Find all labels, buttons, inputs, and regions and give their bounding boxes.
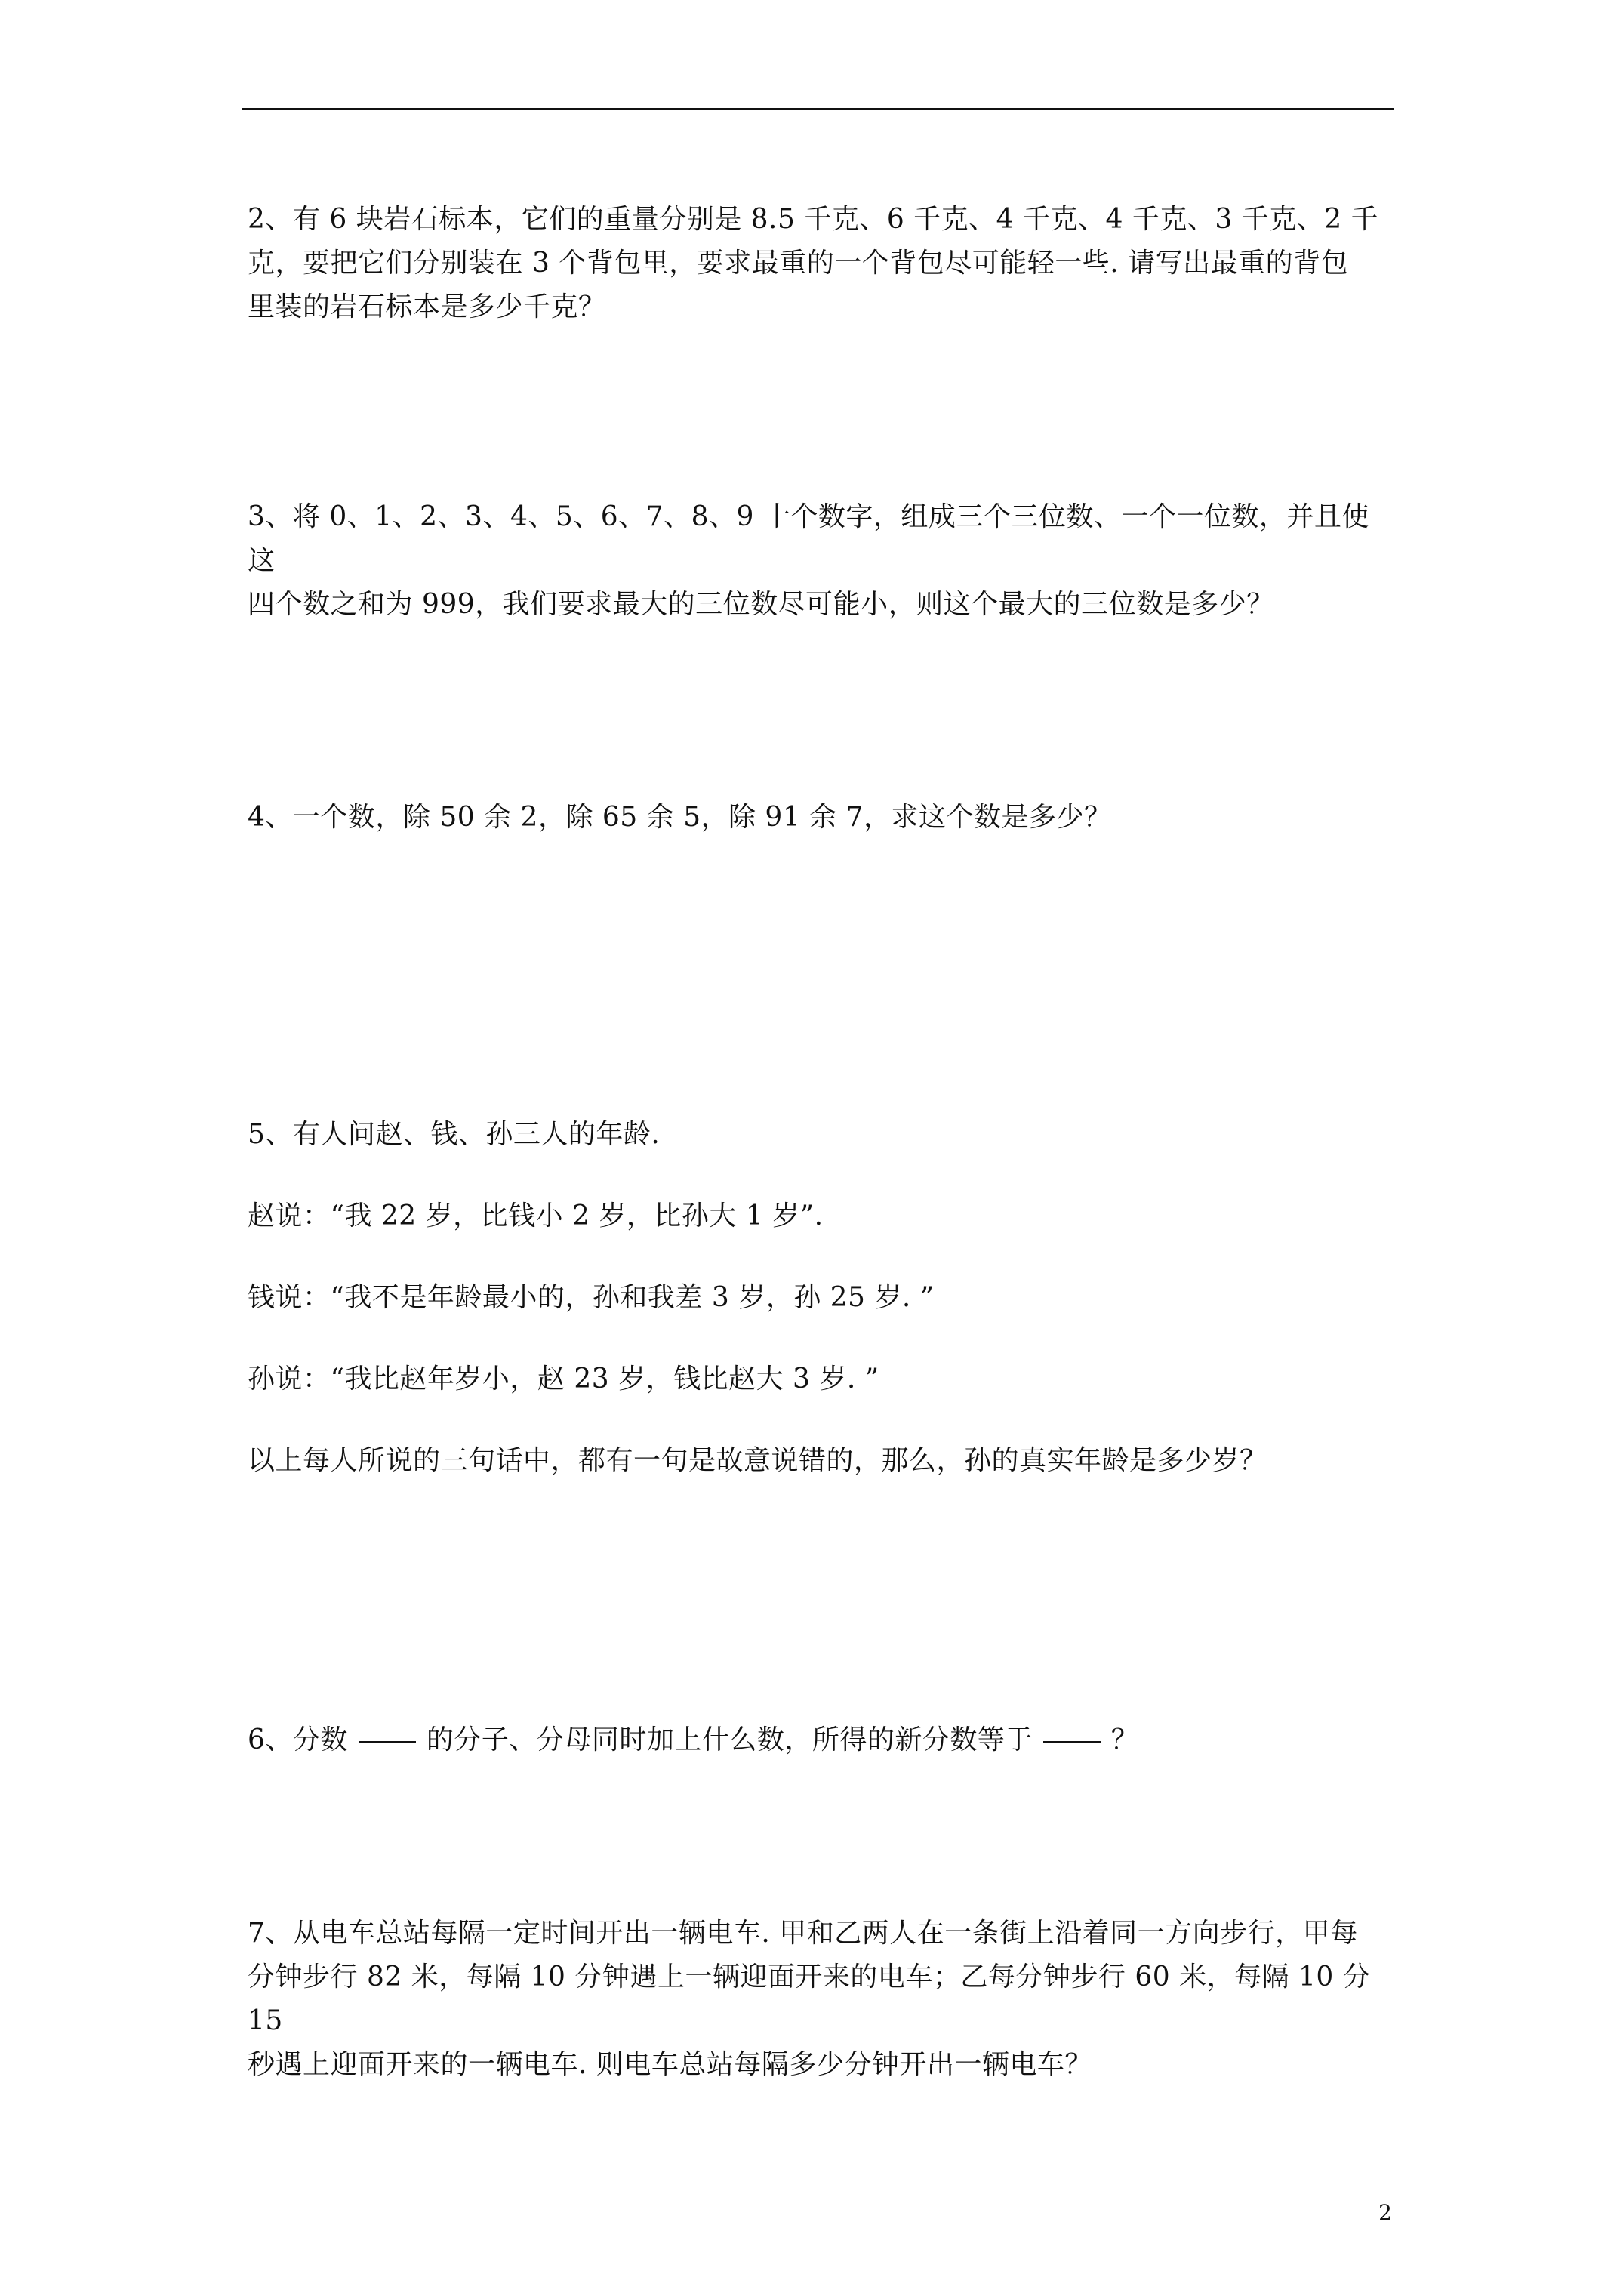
page-number: 2 [1378,2200,1392,2225]
fraction-line-1 [359,1741,416,1743]
problem-7-line-1: 7、从电车总站每隔一定时间开出一辆电车. 甲和乙两人在一条街上沿着同一方向步行，甲每 [248,1918,1358,1949]
problem-5-qian-statement: 钱说：“我不是年龄最小的，孙和我差 3 岁，孙 25 岁. ” [248,1282,935,1313]
problem-3 [248,495,1395,627]
problem-3-line-1: 3、将 0、1、2、3、4、5、6、7、8、9 十个数字，组成三个三位数、一个一位数，并且使这 [248,501,1369,576]
problem-6-line-1 [248,1718,1395,1762]
problem-4 [248,796,1395,840]
problem-5-question: 以上每人所说的三句话中，都有一句是故意说错的，那么，孙的真实年龄是多少岁？ [248,1445,1267,1476]
problem-7 [248,1912,1395,2087]
problem-3-line-2: 四个数之和为 999，我们要求最大的三位数尽可能小，则这个最大的三位数是多少？ [248,589,1274,620]
problem-4-line-1: 4、一个数，除 50 余 2，除 65 余 5，除 91 余 7，求这个数是多少？ [248,802,1112,833]
problem-2-line-3: 里装的岩石标本是多少千克？ [248,291,606,322]
problem-5-intro: 5、有人问赵、钱、孙三人的年龄. [248,1119,661,1150]
problem-7-line-3: 秒遇上迎面开来的一辆电车. 则电车总站每隔多少分钟开出一辆电车？ [248,2049,1092,2080]
problem-6-text-part-1: 6、分数 [248,1724,348,1755]
problem-5 [248,1113,1395,1483]
problem-6-text-part-3: ？ [1110,1724,1139,1755]
problem-6 [248,1718,1395,1762]
header-rule [242,108,1394,110]
problem-2-line-1: 2、有 6 块岩石标本，它们的重量分别是 8.5 千克、6 千克、4 千克、4 千克、3 千克、2 千 [248,204,1379,235]
fraction-line-2 [1043,1741,1101,1743]
problem-5-zhao-statement: 赵说：“我 22 岁，比钱小 2 岁，比孙大 1 岁”. [248,1200,824,1231]
problem-2-line-2: 克，要把它们分别装在 3 个背包里，要求最重的一个背包尽可能轻一些. 请写出最重的背包 [248,248,1349,279]
problem-6-text-part-2: 的分子、分母同时加上什么数，所得的新分数等于 [426,1724,1033,1755]
problem-7-line-2: 分钟步行 82 米，每隔 10 分钟遇上一辆迎面开来的电车；乙每分钟步行 60 米，每隔 10 分 15 [248,1962,1371,2036]
problem-2 [248,198,1395,329]
problem-5-sun-statement: 孙说：“我比赵年岁小，赵 23 岁，钱比赵大 3 岁. ” [248,1364,879,1395]
